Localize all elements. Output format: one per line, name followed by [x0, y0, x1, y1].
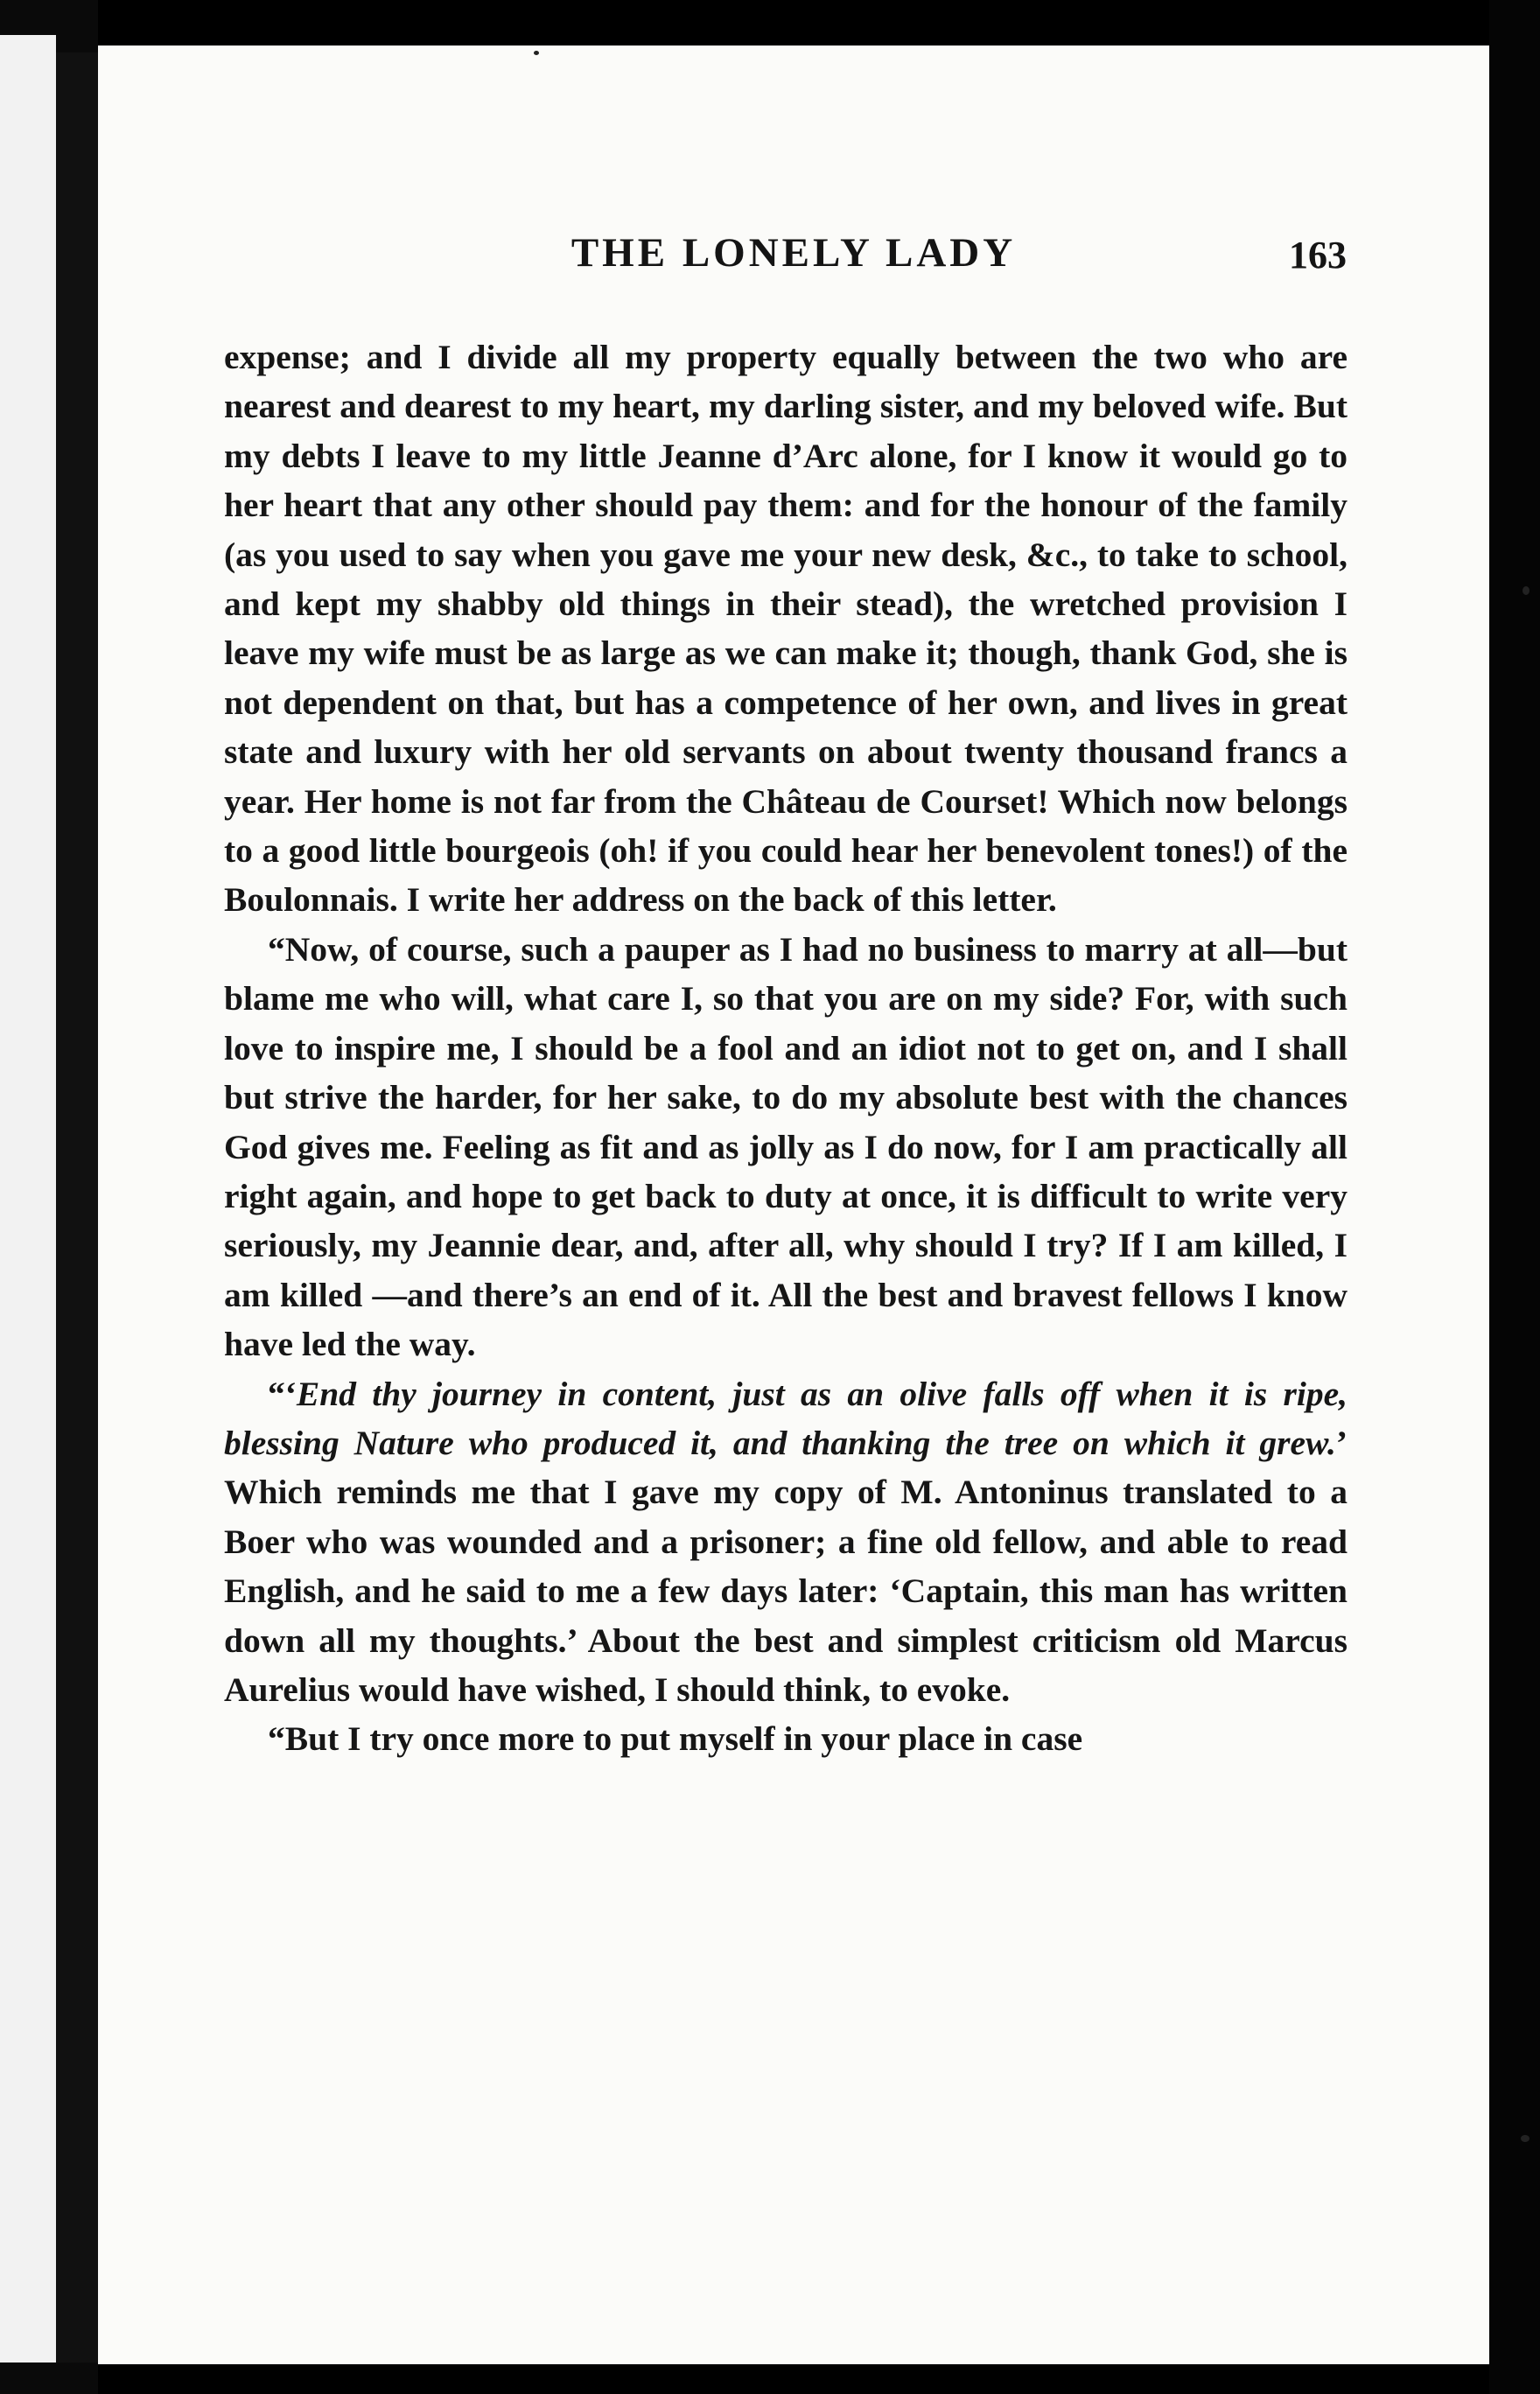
page-header	[98, 229, 1489, 290]
paragraph-4: “But I try once more to put myself in your place in case	[268, 1719, 1083, 1759]
paragraph-2: “Now, of course, such a pauper as I had no business to marry at all—but blame me who will, what care I, so that you are on my side? For, with such love to inspire me, I should be a fool and an idiot not to get on, and I shall but strive the harder, for her sake, to do my absolute best with the chances God gives me. Feeling as fit and as jolly as I do now, for I am practically all right again, and hope to get back to duty at once, it is difficult to write very seriously, my Jeannie dear, and, after all, why should I try? If I am killed, I am killed —and there’s an end of it. All the best and bravest fellows I know have led the way.	[224, 929, 1348, 1364]
paragraph-3	[224, 1369, 1348, 1715]
body-text	[224, 332, 1348, 1764]
running-head: THE LONELY LADY	[570, 230, 1017, 276]
scan-speck	[534, 51, 539, 55]
quote-open-mark: “‘	[268, 1374, 297, 1413]
italic-quotation: End thy journey in content, just as an olive falls off when it is ripe, blessing Nature who produced it, and thanking the tree on which it grew.	[224, 1374, 1348, 1462]
paragraph-3-continuation: ’ Which reminds me that I gave my copy of M. Antoninus translated to a Boer who was wounded and a prisoner; a fine old fellow, and able to read English, and he said to me a few days later: ‘Captain, this man has written down all my thoughts.’ About the best and simplest criticism old Marcus Aurelius would have wished, I should think, to evoke.	[224, 1423, 1348, 1709]
previous-page-edge	[0, 35, 56, 2362]
book-binding-gutter	[56, 52, 100, 2362]
scan-right-margin	[1489, 0, 1540, 2394]
book-page	[98, 46, 1489, 2364]
scan-speck	[1522, 586, 1530, 595]
page-number: 163	[1289, 234, 1347, 276]
scan-speck	[1521, 2135, 1530, 2142]
paragraph-1: expense; and I divide all my property equally between the two who are nearest and dearest to my heart, my darling sister, and my beloved wife. But my debts I leave to my little Jeanne d’Arc alone, for I know it would go to her heart that any other should pay them: and for the honour of the family (as you used to say when you gave me your new desk, &c., to take to school, and kept my shabby old things in their stead), the wretched provision I leave my wife must be as large as we can make it; though, thank God, she is not dependent on that, but has a competence of her own, and lives in great state and luxury with her old servants on about twenty thousand francs a year. Her home is not far from the Château de Courset! Which now belongs to a good little bourgeois (oh! if you could hear her benevolent tones!) of the Boulonnais. I write her address on the back of this letter.	[224, 338, 1348, 920]
